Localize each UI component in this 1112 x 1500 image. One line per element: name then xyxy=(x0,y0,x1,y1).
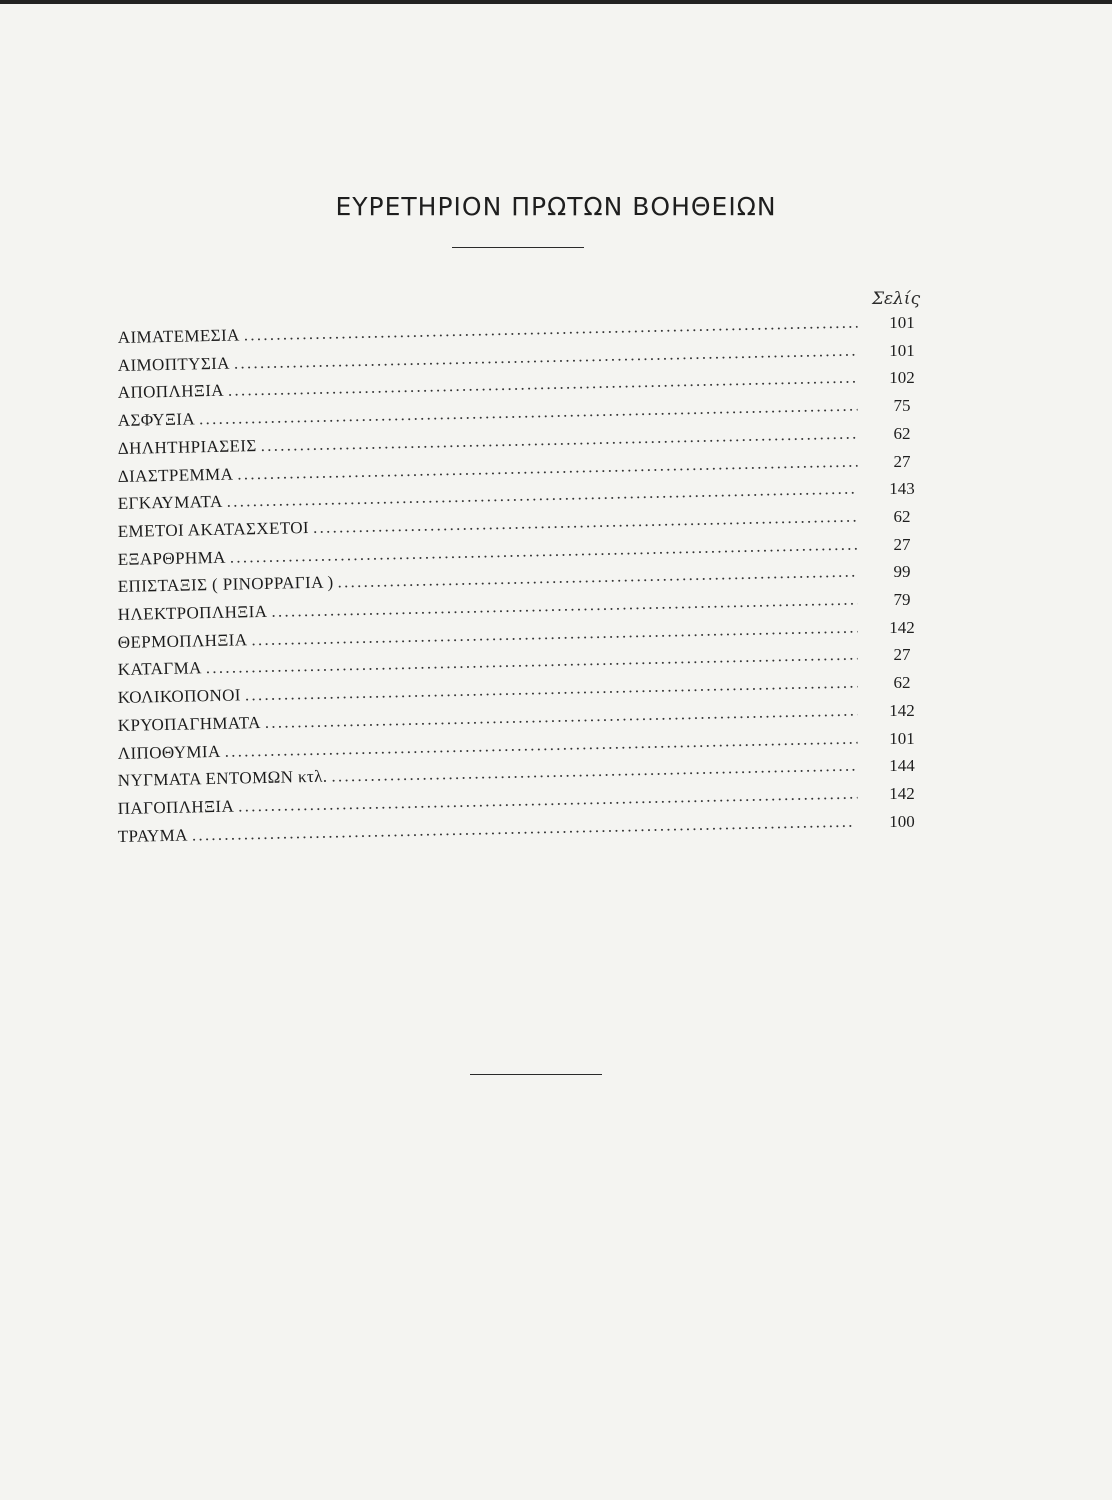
entry-page-number: 143 xyxy=(889,479,915,499)
page-column-header: Σελίς xyxy=(872,289,921,309)
entry-page-number: 79 xyxy=(893,590,911,609)
entry-page-number: 101 xyxy=(889,728,915,748)
entry-page-number: 27 xyxy=(893,645,911,665)
entry-label: ΠΑΓΟΠΛΗΞΙΑ xyxy=(117,796,235,818)
entry-label: ΗΛΕΚΤΡΟΠΛΗΞΙΑ xyxy=(117,601,268,625)
entry-page-number: 75 xyxy=(893,396,911,416)
entry-page-number: 100 xyxy=(889,811,915,831)
entry-label: ΚΡΥΟΠΑΓΗΜΑΤΑ xyxy=(117,712,262,735)
entry-label: ΑΙΜΑΤΕΜΕΣΙΑ xyxy=(117,325,240,348)
entry-page-number: 101 xyxy=(889,313,915,332)
entry-label: ΔΗΛΗΤΗΡΙΑΣΕΙΣ xyxy=(117,435,257,458)
entry-label: ΕΜΕΤΟΙ ΑΚΑΤΑΣΧΕΤΟΙ xyxy=(117,517,310,541)
entry-label: ΕΠΙΣΤΑΞΙΣ ( ΡΙΝΟΡΡΑΓΙΑ ) xyxy=(117,572,334,597)
entry-label: ΔΙΑΣΤΡΕΜΜΑ xyxy=(117,464,234,486)
entry-label: ΛΙΠΟΘΥΜΙΑ xyxy=(117,741,221,763)
entry-label: ΘΕΡΜΟΠΛΗΞΙΑ xyxy=(117,629,248,652)
entry-label: ΑΙΜΟΠΤΥΣΙΑ xyxy=(117,353,231,375)
entry-label: ΕΓΚΑΥΜΑΤΑ xyxy=(117,491,223,514)
entry-label: ΝΥΓΜΑΤΑ ΕΝΤΟΜΩΝ κτλ. xyxy=(117,766,328,791)
entry-page-number: 62 xyxy=(893,673,911,693)
entry-label: ΚΑΤΑΓΜΑ xyxy=(117,658,202,680)
entry-page-number: 27 xyxy=(893,451,911,471)
entry-page-number: 62 xyxy=(893,506,911,526)
entry-page-number: 142 xyxy=(889,700,915,720)
entry-label: ΑΠΟΠΛΗΞΙΑ xyxy=(117,381,225,403)
entry-page-number: 142 xyxy=(889,783,915,803)
entry-label: ΤΡΑΥΜΑ xyxy=(117,825,189,846)
entry-page-number: 102 xyxy=(889,368,915,388)
entry-page-number: 142 xyxy=(889,617,915,637)
entry-page-number: 62 xyxy=(893,423,911,443)
page-title: ΕΥΡΕΤΗΡΙΟΝ ΠΡΩΤΩΝ ΒΟΗΘΕΙΩΝ xyxy=(335,192,777,221)
entry-label: ΚΟΛΙΚΟΠΟΝΟΙ xyxy=(117,685,242,708)
entry-label: ΑΣΦΥΞΙΑ xyxy=(117,409,196,431)
entry-label: ΕΞΑΡΘΡΗΜΑ xyxy=(117,547,227,569)
entry-page-number: 144 xyxy=(889,756,915,776)
entry-page-number: 27 xyxy=(893,534,911,554)
footer-divider xyxy=(470,1074,602,1075)
entry-page-number: 99 xyxy=(893,562,911,582)
entry-page-number: 101 xyxy=(889,340,915,360)
leader-dots xyxy=(192,811,858,845)
